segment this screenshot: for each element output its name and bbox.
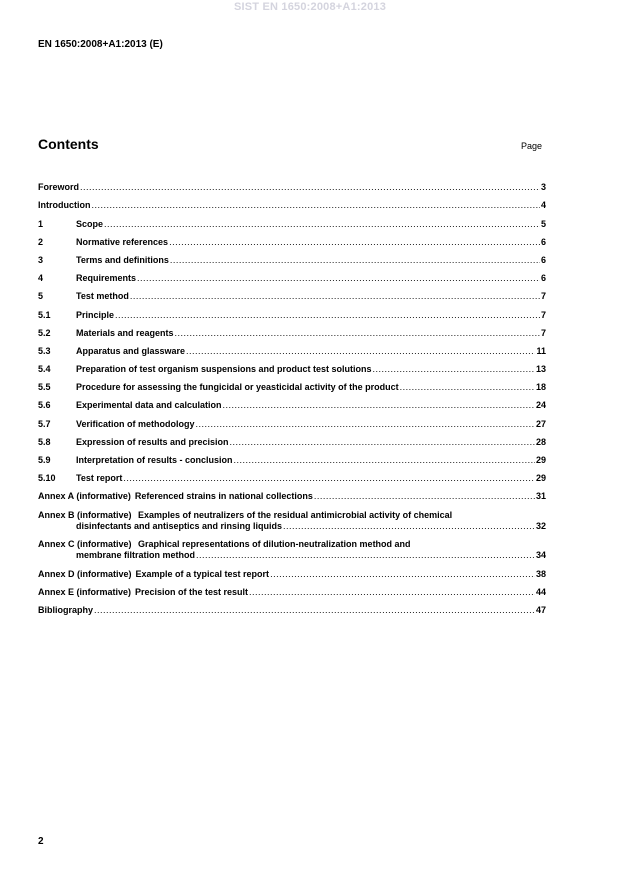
- toc-entry-1[interactable]: [38, 211, 546, 229]
- toc-entry-page: 31: [535, 491, 546, 502]
- leader-dots: [169, 237, 540, 248]
- toc-entry-5-7[interactable]: [38, 411, 546, 429]
- toc-entry-page: 24: [535, 400, 546, 411]
- leader-dots: [92, 200, 540, 211]
- leader-dots: [186, 346, 535, 357]
- toc-entry-page: 4: [540, 200, 546, 211]
- toc-entry-title: Precision of the test result: [135, 586, 249, 597]
- toc-entry-number: 5.6: [38, 400, 51, 411]
- leader-dots: [175, 328, 540, 339]
- leader-dots: [170, 255, 540, 266]
- toc-entry-page: 6: [540, 236, 546, 247]
- toc-entry-5-8[interactable]: [38, 430, 546, 448]
- toc-entry-5-4[interactable]: [38, 357, 546, 375]
- annex-prefix: Annex E (informative): [38, 586, 132, 597]
- leader-dots: [249, 587, 535, 598]
- toc-entry-annex-a[interactable]: [38, 484, 546, 502]
- toc-entry-number: 4: [38, 273, 44, 284]
- toc-entry-title: Scope: [76, 218, 104, 229]
- toc-entry-page: 11: [536, 345, 546, 356]
- toc-entry-page: 7: [540, 309, 546, 320]
- toc-entry-number: 5.8: [38, 436, 51, 447]
- toc-entry-5-9[interactable]: [38, 448, 546, 466]
- leader-dots: [230, 437, 535, 448]
- leader-dots: [115, 310, 540, 321]
- annex-prefix: Annex A (informative): [38, 491, 131, 502]
- toc-entry-page: 18: [535, 382, 546, 393]
- toc-entry-number: 5.5: [38, 382, 51, 393]
- toc-entry-5[interactable]: [38, 284, 546, 302]
- toc-entry-page: 44: [535, 586, 546, 597]
- toc-entry-title: Bibliography: [38, 604, 94, 615]
- page-number: 2: [38, 836, 44, 847]
- leader-dots: [130, 291, 540, 302]
- toc-entry-title-line1: Graphical representations of dilution-neutralization method and: [138, 539, 411, 550]
- contents-heading: Contents: [38, 136, 99, 152]
- toc-entry-foreword[interactable]: [38, 175, 546, 193]
- toc-entry-title: Principle: [76, 309, 115, 320]
- toc-entry-5-2[interactable]: [38, 321, 546, 339]
- leader-dots: [234, 455, 535, 466]
- leader-dots: [196, 419, 535, 430]
- toc-entry-number: 1: [38, 218, 44, 229]
- leader-dots: [314, 491, 535, 502]
- table-of-contents: [38, 175, 546, 616]
- leader-dots: [104, 219, 540, 230]
- leader-dots: [373, 364, 535, 375]
- toc-entry-page: 47: [535, 604, 546, 615]
- toc-entry-page: 6: [540, 254, 546, 265]
- toc-entry-page: 7: [540, 291, 546, 302]
- toc-entry-title-line2: disinfectants and antiseptics and rinsing liquids: [76, 520, 283, 531]
- toc-entry-title: Foreword: [38, 182, 80, 193]
- toc-entry-page: 28: [535, 436, 546, 447]
- toc-entry-annex-d[interactable]: [38, 561, 546, 579]
- toc-entry-title: Interpretation of results - conclusion: [76, 455, 233, 465]
- toc-entry-page: 29: [535, 473, 546, 484]
- toc-entry-page: 5: [540, 218, 546, 229]
- toc-entry-number: 5.9: [38, 455, 51, 465]
- toc-entry-title: Test method: [76, 291, 129, 302]
- toc-entry-title-line1: Examples of neutralizers of the residual antimicrobial activity of chemical: [138, 509, 453, 520]
- toc-entry-title: Requirements: [76, 273, 137, 284]
- toc-entry-title-line2: membrane filtration method: [76, 550, 196, 561]
- toc-entry-number: 5.1: [38, 309, 51, 320]
- annex-prefix: Annex B (informative): [38, 509, 132, 520]
- toc-entry-page: 27: [535, 418, 546, 429]
- toc-entry-page: 7: [540, 327, 546, 338]
- document-id: EN 1650:2008+A1:2013 (E): [38, 39, 163, 50]
- toc-entry-title: Test report: [76, 473, 123, 484]
- annex-prefix: Annex C (informative): [38, 539, 132, 550]
- toc-entry-number: 2: [38, 236, 44, 247]
- toc-entry-5-1[interactable]: [38, 302, 546, 320]
- toc-entry-2[interactable]: [38, 230, 546, 248]
- toc-entry-title: Preparation of test organism suspensions and product test solutions: [76, 364, 372, 375]
- watermark: SIST EN 1650:2008+A1:2013: [233, 1, 387, 13]
- leader-dots: [270, 569, 535, 580]
- leader-dots: [137, 273, 540, 284]
- leader-dots: [80, 182, 540, 193]
- leader-dots: [400, 382, 535, 393]
- toc-entry-title: Referenced strains in national collections: [134, 491, 313, 502]
- toc-entry-bibliography[interactable]: [38, 598, 546, 616]
- toc-entry-title: Materials and reagents: [76, 327, 174, 338]
- toc-entry-title: Experimental data and calculation: [76, 400, 222, 411]
- toc-entry-page: 3: [540, 182, 546, 193]
- toc-entry-4[interactable]: [38, 266, 546, 284]
- toc-entry-page: 29: [535, 455, 546, 465]
- leader-dots: [223, 400, 535, 411]
- toc-entry-title: Example of a typical test report: [135, 568, 270, 579]
- leader-dots: [94, 605, 535, 616]
- toc-entry-5-6[interactable]: [38, 393, 546, 411]
- toc-entry-annex-e[interactable]: [38, 580, 546, 598]
- toc-entry-3[interactable]: [38, 248, 546, 266]
- annex-prefix: Annex D (informative): [38, 568, 132, 579]
- toc-entry-introduction[interactable]: [38, 193, 546, 211]
- toc-entry-title: Normative references: [76, 236, 169, 247]
- toc-entry-number: 5.2: [38, 327, 51, 338]
- toc-entry-page: 34: [535, 550, 546, 561]
- toc-entry-page: 13: [535, 364, 546, 375]
- toc-entry-number: 3: [38, 254, 44, 265]
- toc-entry-page: 38: [535, 568, 546, 579]
- leader-dots: [196, 550, 535, 561]
- toc-entry-annex-b[interactable]: [38, 502, 546, 532]
- toc-entry-5-3[interactable]: [38, 339, 546, 357]
- toc-entry-title: Terms and definitions: [76, 254, 169, 265]
- toc-entry-number: 5: [38, 291, 44, 302]
- toc-entry-annex-c[interactable]: [38, 532, 546, 562]
- toc-entry-number: 5.3: [38, 345, 51, 356]
- leader-dots: [283, 521, 535, 532]
- toc-entry-page: 6: [540, 273, 546, 284]
- toc-entry-page: 32: [535, 520, 546, 531]
- leader-dots: [123, 473, 535, 484]
- toc-entry-number: 5.10: [38, 473, 56, 484]
- page-column-label: Page: [521, 141, 543, 151]
- toc-entry-number: 5.7: [38, 418, 51, 429]
- toc-entry-number: 5.4: [38, 364, 51, 375]
- toc-entry-title: Procedure for assessing the fungicidal or yeasticidal activity of the product: [76, 382, 399, 393]
- toc-entry-title: Verification of methodology: [76, 418, 195, 429]
- toc-entry-5-10[interactable]: [38, 466, 546, 484]
- toc-entry-title: Apparatus and glassware: [76, 345, 186, 356]
- toc-entry-title: Introduction: [38, 200, 91, 211]
- toc-entry-title: Expression of results and precision: [76, 436, 229, 447]
- toc-entry-5-5[interactable]: [38, 375, 546, 393]
